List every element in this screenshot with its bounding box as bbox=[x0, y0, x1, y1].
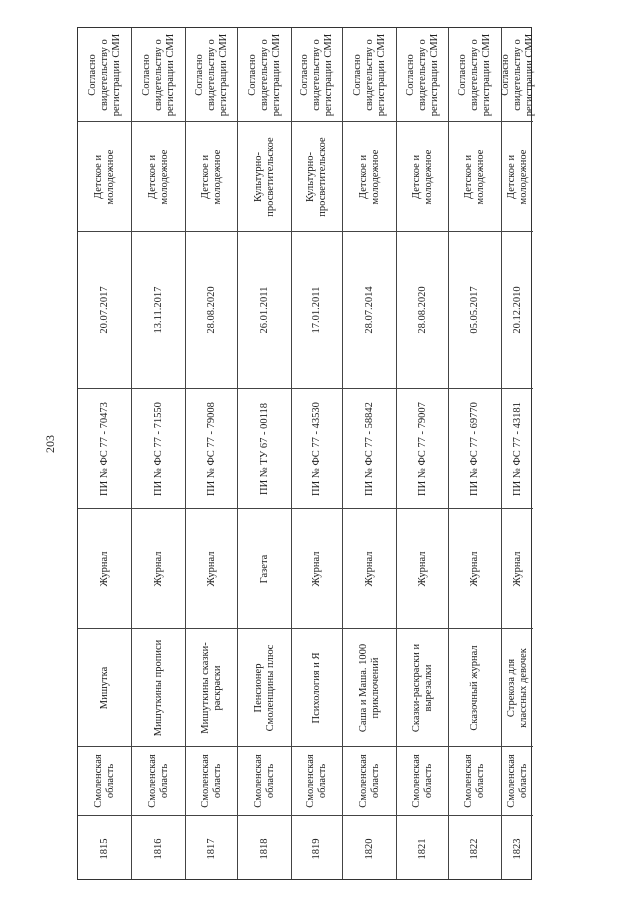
topic-cell bbox=[502, 121, 533, 231]
row-number-cell bbox=[343, 815, 396, 881]
type-cell bbox=[292, 508, 342, 628]
basis-cell bbox=[397, 28, 448, 121]
reg-number-cell bbox=[292, 388, 342, 508]
reg-number-cell bbox=[449, 388, 501, 508]
date-text: 28.07.2014 bbox=[363, 286, 375, 334]
region-cell bbox=[292, 746, 342, 815]
title-cell bbox=[186, 628, 237, 746]
type-cell bbox=[132, 508, 185, 628]
type-text: Журнал bbox=[205, 551, 217, 587]
region-text: Смоленская область bbox=[199, 754, 223, 808]
date-cell bbox=[397, 231, 448, 388]
title-cell bbox=[449, 628, 501, 746]
reg-number-text: ПИ № ТУ 67 - 00118 bbox=[258, 402, 270, 495]
region-cell bbox=[238, 746, 291, 815]
date-cell bbox=[78, 231, 131, 388]
topic-text: Детское и молодежное bbox=[410, 149, 434, 204]
title-text: Саша и Маша. 1000 приключений bbox=[357, 643, 381, 732]
reg-number-cell bbox=[397, 388, 448, 508]
date-cell bbox=[343, 231, 396, 388]
date-cell bbox=[238, 231, 291, 388]
reg-number-cell bbox=[343, 388, 396, 508]
type-text: Газета bbox=[258, 554, 270, 583]
row-number-cell bbox=[78, 815, 131, 881]
media-registry-table bbox=[77, 27, 535, 880]
date-text: 28.08.2020 bbox=[416, 286, 428, 334]
topic-cell bbox=[449, 121, 501, 231]
region-cell bbox=[132, 746, 185, 815]
basis-text: Согласно свидетельству о регистрации СМИ bbox=[299, 33, 334, 116]
row-number-text: 1815 bbox=[98, 838, 110, 859]
row-number-text: 1816 bbox=[152, 838, 164, 859]
date-cell bbox=[186, 231, 237, 388]
row-number-text: 1820 bbox=[363, 838, 375, 859]
region-text: Смоленская область bbox=[357, 754, 381, 808]
topic-text: Культурно-просветительское bbox=[252, 136, 276, 217]
topic-cell bbox=[78, 121, 131, 231]
table-row bbox=[342, 28, 396, 879]
topic-text: Детское и молодежное bbox=[505, 149, 529, 204]
reg-number-text: ПИ № ФС 77 - 43530 bbox=[311, 401, 322, 496]
basis-text: Согласно свидетельству о регистрации СМИ bbox=[499, 33, 535, 116]
row-number-cell bbox=[292, 815, 342, 881]
region-text: Смоленская область bbox=[505, 754, 529, 808]
region-cell bbox=[343, 746, 396, 815]
topic-text: Детское и молодежное bbox=[463, 149, 486, 204]
topic-cell bbox=[186, 121, 237, 231]
title-text: Стрекоза для классных девочек bbox=[505, 647, 529, 728]
type-cell bbox=[502, 508, 533, 628]
table-row bbox=[501, 28, 533, 879]
basis-text: Согласно свидетельству о регистрации СМИ bbox=[140, 33, 176, 116]
topic-cell bbox=[132, 121, 185, 231]
table-row bbox=[291, 28, 342, 879]
row-number-text: 1818 bbox=[258, 838, 270, 859]
row-number-text: 1819 bbox=[311, 838, 322, 859]
title-text: Сказки-раскраски и вырезалки bbox=[410, 643, 434, 732]
date-text: 28.08.2020 bbox=[205, 286, 217, 334]
title-cell bbox=[343, 628, 396, 746]
row-number-cell bbox=[397, 815, 448, 881]
title-cell bbox=[502, 628, 533, 746]
reg-number-cell bbox=[186, 388, 237, 508]
type-text: Журнал bbox=[416, 551, 428, 587]
basis-text: Согласно свидетельству о регистрации СМИ bbox=[86, 33, 122, 116]
region-cell bbox=[449, 746, 501, 815]
reg-number-text: ПИ № ФС 77 - 79007 bbox=[416, 401, 428, 496]
basis-text: Согласно свидетельству о регистрации СМИ bbox=[193, 33, 229, 116]
table-row bbox=[185, 28, 237, 879]
basis-cell bbox=[292, 28, 342, 121]
date-text: 05.05.2017 bbox=[469, 286, 480, 334]
basis-text: Согласно свидетельству о регистрации СМИ bbox=[404, 33, 440, 116]
region-cell bbox=[397, 746, 448, 815]
topic-text: Детское и молодежное bbox=[146, 149, 170, 204]
basis-text: Согласно свидетельству о регистрации СМИ bbox=[351, 33, 387, 116]
type-text: Журнал bbox=[511, 551, 523, 587]
page-number: 203 bbox=[43, 435, 57, 453]
date-text: 13.11.2017 bbox=[152, 286, 164, 334]
date-cell bbox=[449, 231, 501, 388]
type-cell bbox=[343, 508, 396, 628]
reg-number-text: ПИ № ФС 77 - 79008 bbox=[205, 401, 217, 496]
topic-text: Культурно-просветительское bbox=[305, 136, 328, 217]
topic-cell bbox=[343, 121, 396, 231]
reg-number-cell bbox=[78, 388, 131, 508]
reg-number-text: ПИ № ФС 77 - 58842 bbox=[363, 401, 375, 496]
table-row bbox=[237, 28, 291, 879]
row-number-cell bbox=[449, 815, 501, 881]
region-cell bbox=[502, 746, 533, 815]
region-text: Смоленская область bbox=[305, 754, 328, 808]
date-cell bbox=[292, 231, 342, 388]
table-row bbox=[78, 28, 131, 879]
type-text: Журнал bbox=[311, 551, 322, 587]
region-text: Смоленская область bbox=[252, 754, 276, 808]
type-cell bbox=[238, 508, 291, 628]
date-cell bbox=[502, 231, 533, 388]
topic-cell bbox=[397, 121, 448, 231]
topic-text: Детское и молодежное bbox=[357, 149, 381, 204]
title-text: Пенсионер Смоленщины плюс bbox=[252, 644, 276, 731]
basis-cell bbox=[449, 28, 501, 121]
topic-cell bbox=[238, 121, 291, 231]
region-text: Смоленская область bbox=[410, 754, 434, 808]
table-row bbox=[131, 28, 185, 879]
title-cell bbox=[292, 628, 342, 746]
topic-text: Детское и молодежное bbox=[92, 149, 116, 204]
reg-number-text: ПИ № ФС 77 - 43181 bbox=[511, 401, 523, 496]
row-number-text: 1821 bbox=[416, 838, 428, 859]
row-number-cell bbox=[238, 815, 291, 881]
type-cell bbox=[78, 508, 131, 628]
reg-number-cell bbox=[238, 388, 291, 508]
title-text: Мишутка bbox=[98, 666, 110, 709]
basis-text: Согласно свидетельству о регистрации СМИ bbox=[246, 33, 282, 116]
reg-number-cell bbox=[502, 388, 533, 508]
title-cell bbox=[132, 628, 185, 746]
basis-cell bbox=[343, 28, 396, 121]
topic-text: Детское и молодежное bbox=[199, 149, 223, 204]
basis-cell bbox=[499, 28, 535, 121]
type-cell bbox=[186, 508, 237, 628]
region-cell bbox=[186, 746, 237, 815]
basis-cell bbox=[238, 28, 291, 121]
title-cell bbox=[238, 628, 291, 746]
date-text: 26.01.2011 bbox=[258, 286, 270, 334]
region-cell bbox=[78, 746, 131, 815]
basis-cell bbox=[78, 28, 131, 121]
table-row bbox=[448, 28, 501, 879]
title-cell bbox=[78, 628, 131, 746]
date-text: 20.12.2010 bbox=[511, 286, 523, 334]
topic-cell bbox=[292, 121, 342, 231]
region-text: Смоленская область bbox=[463, 754, 486, 808]
title-text: Психология и Я bbox=[311, 652, 322, 723]
date-text: 17.01.2011 bbox=[311, 286, 322, 334]
title-text: Сказочный журнал bbox=[469, 644, 480, 731]
type-text: Журнал bbox=[98, 551, 110, 587]
region-text: Смоленская область bbox=[146, 754, 170, 808]
type-cell bbox=[397, 508, 448, 628]
row-number-text: 1822 bbox=[469, 838, 480, 859]
date-text: 20.07.2017 bbox=[98, 286, 110, 334]
type-text: Журнал bbox=[469, 551, 480, 587]
basis-text: Согласно свидетельству о регистрации СМИ bbox=[457, 33, 492, 116]
basis-cell bbox=[132, 28, 185, 121]
basis-cell bbox=[186, 28, 237, 121]
reg-number-text: ПИ № ФС 77 - 71550 bbox=[152, 401, 164, 496]
row-number-cell bbox=[502, 815, 533, 881]
reg-number-cell bbox=[132, 388, 185, 508]
row-number-cell bbox=[186, 815, 237, 881]
row-number-text: 1817 bbox=[205, 838, 217, 859]
row-number-text: 1823 bbox=[511, 838, 523, 859]
region-text: Смоленская область bbox=[92, 754, 116, 808]
type-cell bbox=[449, 508, 501, 628]
title-text: Мишуткины прописи bbox=[152, 639, 164, 736]
title-text: Мишуткины сказки-раскраски bbox=[199, 641, 223, 734]
reg-number-text: ПИ № ФС 77 - 69770 bbox=[469, 401, 480, 496]
type-text: Журнал bbox=[363, 551, 375, 587]
date-cell bbox=[132, 231, 185, 388]
type-text: Журнал bbox=[152, 551, 164, 587]
title-cell bbox=[397, 628, 448, 746]
table-row bbox=[396, 28, 448, 879]
reg-number-text: ПИ № ФС 77 - 70473 bbox=[98, 401, 110, 496]
row-number-cell bbox=[132, 815, 185, 881]
